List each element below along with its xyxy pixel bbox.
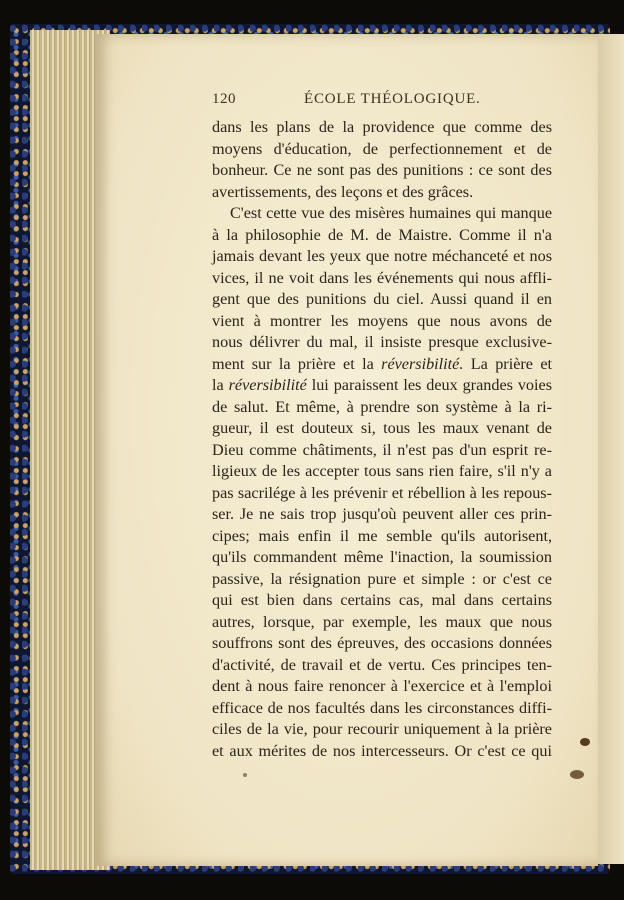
text-line: avertissements, des leçons et des grâces. xyxy=(212,182,474,201)
text-line: ser. Je ne sais trop jusqu'où peuvent aller ces prin- xyxy=(212,505,552,523)
text-line: souffrons sont des épreuves, des occasions données xyxy=(212,634,552,652)
text-line: ciles de la vie, pour recourir uniquement à la prière xyxy=(212,720,552,738)
text-line: gueur, il est douteux si, tous les maux venant de xyxy=(212,419,552,437)
text-line-mixed xyxy=(212,354,552,376)
running-title: ÉCOLE THÉOLOGIQUE. xyxy=(304,91,481,107)
text-line: qui est bien dans certains cas, mal dans certains xyxy=(212,591,552,609)
text-line: dent à nous faire renoncer à l'exercice et à l'emploi xyxy=(212,677,552,695)
text-line: d'activité, de travail et de vertu. Ces principes ten- xyxy=(212,655,552,674)
text-line: cipes; mais enfin il me semble qu'ils autorisent, xyxy=(212,526,552,545)
text-line: passive, la résignation pure et simple : or c'est ce xyxy=(212,569,552,588)
text-line: vient à montrer les moyens que nous avons de xyxy=(212,311,552,330)
text-line: dans les plans de la providence que comme des xyxy=(212,118,552,136)
page-header xyxy=(212,91,552,113)
text-line: ligieux de les accepter tous sans rien faire, s'il n'y a xyxy=(212,462,552,480)
text-line-mixed xyxy=(212,375,552,397)
page-number: 120 xyxy=(212,91,236,107)
foxing-stain xyxy=(243,773,247,777)
text-line: gent que des punitions du ciel. Aussi quand il en xyxy=(212,290,552,308)
text-segment: la xyxy=(212,376,224,394)
text-line: bonheur. Ce ne sont pas des punitions : ce sont des xyxy=(212,161,552,179)
text-line: nous délivrer du mal, il insiste presque exclusive- xyxy=(212,333,552,351)
italic-term: réversibilité xyxy=(228,376,307,394)
text-segment: ment sur la prière et la xyxy=(212,354,374,373)
text-line: à la philosophie de M. de Maistre. Comme il n'a xyxy=(212,225,552,244)
text-line: C'est cette vue des misères humaines qui manque xyxy=(230,204,552,222)
text-line: qu'ils commandent même l'inaction, la soumission xyxy=(212,548,552,566)
text-line: jamais devant les yeux que notre méchanceté et nos xyxy=(212,247,552,265)
text-line: et aux mérites de nos intercesseurs. Or c'est ce qui xyxy=(212,741,552,760)
italic-term: réversibilité. xyxy=(381,354,464,373)
text-line: autres, lorsque, par exemple, les maux que nous xyxy=(212,612,552,631)
text-line: de salut. Et même, à prendre son système à la ri- xyxy=(212,397,552,416)
foxing-stain xyxy=(580,738,590,746)
text-segment: La prière et xyxy=(470,354,553,373)
text-line: pas sacrilége à les prévenir et rébellion à les repous- xyxy=(212,483,552,502)
facing-page-edge xyxy=(598,34,624,864)
text-line: vices, il ne voit dans les événements qui nous affli- xyxy=(212,268,552,287)
foxing-stain xyxy=(570,770,584,779)
body-text xyxy=(212,117,552,762)
text-segment: lui paraissent les deux grandes voies xyxy=(311,376,553,394)
text-line: Dieu comme châtiments, il n'est pas d'un esprit re- xyxy=(212,440,552,459)
text-line: efficace de nos facultés dans les circonstances diffi- xyxy=(212,698,552,717)
text-line: moyens d'éducation, de perfectionnement et de xyxy=(212,139,552,158)
